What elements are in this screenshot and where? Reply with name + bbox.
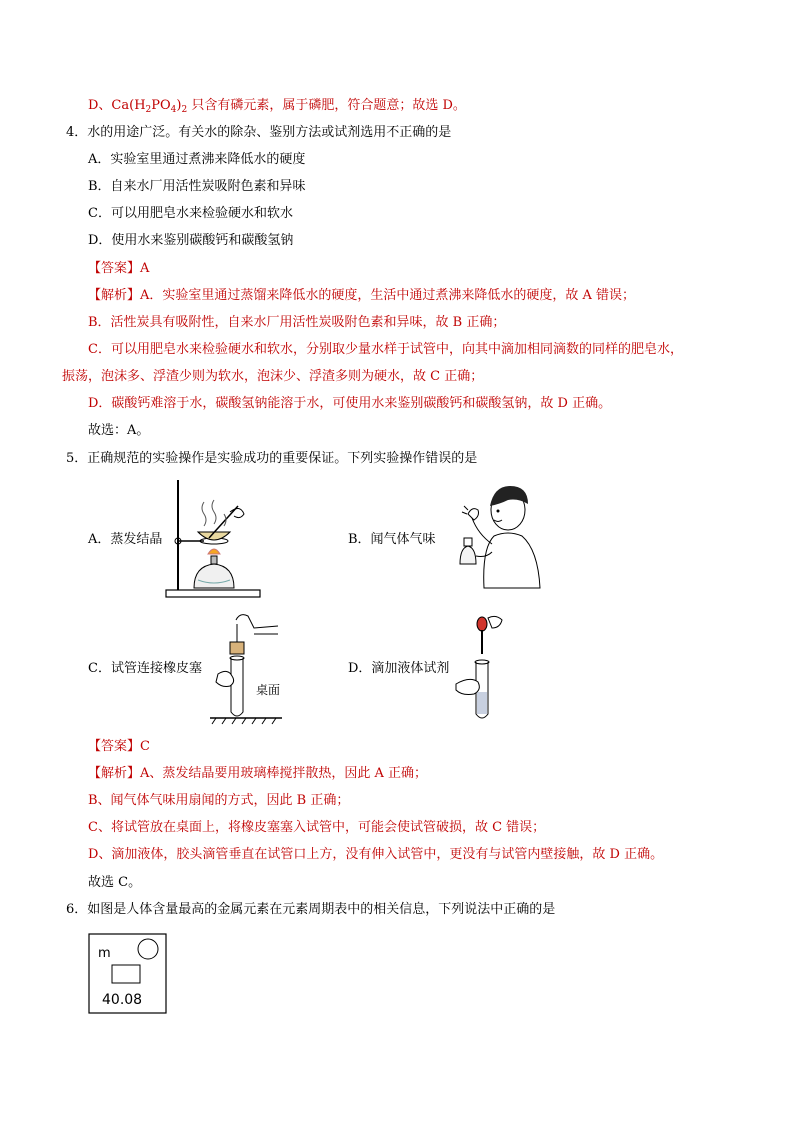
q4-analysis-line: 振荡，泡沫多、浮渣少则为软水，泡沫少、浮渣多则为硬水，故 C 正确；: [62, 369, 484, 384]
q5-option-d: D．滴加液体试剂: [348, 661, 450, 676]
q4-conclusion: 故选：A。: [88, 423, 150, 438]
q4-option-d: D．使用水来鉴别碳酸钙和碳酸氢钠: [88, 233, 294, 248]
evaporation-apparatus-image: [164, 476, 264, 602]
dropper-adding-liquid-image: [452, 612, 506, 728]
q4-analysis-line: 【解析】A．实验室里通过蒸馏来降低水的硬度，生活中通过煮沸来降低水的硬度，故 A 错误；: [88, 288, 636, 303]
test-tube-stopper-image: [206, 612, 292, 726]
q5-conclusion: 故选 C。: [88, 875, 142, 890]
q4-answer: 【答案】A: [88, 261, 150, 276]
element-symbol-placeholder: m: [98, 946, 111, 961]
element-card-image: [88, 933, 168, 1015]
q4-analysis-line: D．碳酸钙难溶于水，碳酸氢钠能溶于水，可使用水来鉴别碳酸钙和碳酸氢钠，故 D 正确。: [88, 396, 612, 411]
q5-analysis-line: D、滴加液体，胶头滴管垂直在试管口上方，没有伸入试管中，更没有与试管内壁接触，故 D 正确。: [88, 847, 664, 862]
q5-option-a: A．蒸发结晶: [88, 532, 163, 547]
q4-analysis-line: C．可以用肥皂水来检验硬水和软水，分别取少量水样于试管中，向其中滴加相同滴数的同样的肥皂水，: [88, 342, 683, 357]
q5-option-c: C．试管连接橡皮塞: [88, 661, 202, 676]
table-label: 桌面: [256, 683, 281, 697]
q5-answer: 【答案】C: [88, 739, 150, 754]
element-mass: 40.08: [102, 992, 143, 1008]
q4-stem: 4．水的用途广泛。有关水的除杂、鉴别方法或试剂选用不正确的是: [66, 125, 452, 140]
q6-stem: 6．如图是人体含量最高的金属元素在元素周期表中的相关信息，下列说法中正确的是: [66, 902, 556, 917]
q4-option-a: A．实验室里通过煮沸来降低水的硬度: [88, 152, 306, 167]
q5-option-b: B．闻气体气味: [348, 532, 436, 547]
prev-answer-d: D、$Ca(H_2PO_4)_2$ 只含有磷元素，属于磷肥，符合题意；故选 D。: [88, 98, 466, 115]
q4-option-b: B．自来水厂用活性炭吸附色素和异味: [88, 179, 306, 194]
smelling-gas-image: [452, 484, 552, 592]
q5-analysis-line: 【解析】A、蒸发结晶要用玻璃棒搅拌散热，因此 A 正确；: [88, 766, 428, 781]
q4-analysis-line: B．活性炭具有吸附性，自来水厂用活性炭吸附色素和异味，故 B 正确；: [88, 315, 506, 330]
q5-analysis-line: C、将试管放在桌面上，将橡皮塞塞入试管中，可能会使试管破损，故 C 错误；: [88, 820, 546, 835]
q4-option-c: C．可以用肥皂水来检验硬水和软水: [88, 206, 293, 221]
q5-stem: 5．正确规范的实验操作是实验成功的重要保证。下列实验操作错误的是: [66, 451, 478, 466]
q5-analysis-line: B、闻气体气味用扇闻的方式，因此 B 正确；: [88, 793, 350, 808]
